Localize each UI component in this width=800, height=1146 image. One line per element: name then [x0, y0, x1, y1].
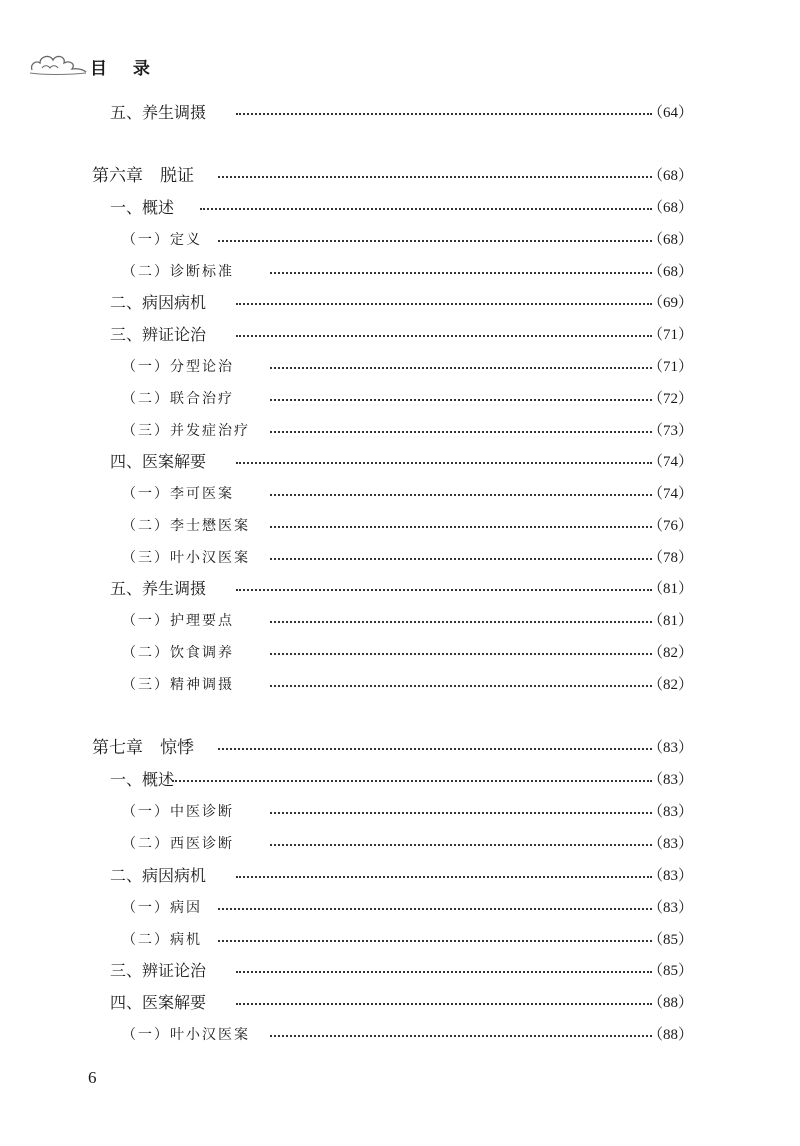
- toc-entry: [0, 450, 800, 474]
- toc-entry-title: （一）分型论治: [122, 359, 234, 375]
- dot-leader: [270, 812, 652, 814]
- toc-entry-page: （68）: [647, 168, 693, 184]
- dot-leader: [218, 240, 652, 242]
- toc-chapter-entry: [0, 164, 800, 188]
- toc-entry-title: 五、养生调摄: [110, 103, 207, 122]
- toc-entry: [0, 959, 800, 983]
- dot-leader: [270, 272, 652, 274]
- toc-entry-title: 四、医案解要: [110, 452, 207, 471]
- toc-entry-page: （88）: [647, 995, 693, 1011]
- toc-entry-title: （一）病因: [122, 900, 202, 916]
- toc-entry: [0, 228, 800, 252]
- toc-entry-page: （83）: [647, 772, 693, 788]
- toc-entry: [0, 768, 800, 792]
- toc-entry-title: （一）李可医案: [122, 486, 234, 502]
- dot-leader: [270, 685, 652, 687]
- toc-entry-title: （三）并发症治疗: [122, 423, 250, 439]
- toc-entry: [0, 355, 800, 379]
- toc-entry-page: （85）: [647, 963, 693, 979]
- toc-entry: [0, 323, 800, 347]
- toc-entry-page: （69）: [647, 295, 693, 311]
- toc-entry: [0, 387, 800, 411]
- toc-entry: [0, 928, 800, 952]
- dot-leader: [270, 431, 652, 433]
- toc-entry: [0, 641, 800, 665]
- dot-leader: [270, 494, 652, 496]
- dot-leader: [270, 621, 652, 623]
- dot-leader: [270, 526, 652, 528]
- toc-entry: [0, 577, 800, 601]
- toc-entry-page: （68）: [647, 264, 693, 280]
- toc-entry-page: （83）: [647, 900, 693, 916]
- dot-leader: [236, 113, 652, 115]
- toc-entry-title: 一、概述: [110, 198, 175, 217]
- toc-entry-page: （83）: [647, 868, 693, 884]
- toc-entry-page: （68）: [647, 200, 693, 216]
- dot-leader: [218, 176, 652, 178]
- dot-leader: [236, 971, 652, 973]
- toc-entry: [0, 832, 800, 856]
- dot-leader: [270, 844, 652, 846]
- toc-entry-page: （74）: [647, 454, 693, 470]
- toc-entry-title: （一）中医诊断: [122, 804, 234, 820]
- toc-entry-page: （72）: [647, 391, 693, 407]
- toc-entry: [0, 864, 800, 888]
- toc-entry-title: （二）李士懋医案: [122, 518, 250, 534]
- toc-entry: [0, 1023, 800, 1047]
- dot-leader: [270, 653, 652, 655]
- dot-leader: [270, 558, 652, 560]
- toc-entry: [0, 673, 800, 697]
- toc-entry-title: 三、辨证论治: [110, 961, 207, 980]
- dot-leader: [270, 367, 652, 369]
- toc-entry-title: 一、概述: [110, 770, 175, 789]
- toc-entry: [0, 609, 800, 633]
- toc-entry-title: 五、养生调摄: [110, 579, 207, 598]
- toc-entry: [0, 482, 800, 506]
- toc-entry-title: 第六章 脱证: [92, 166, 194, 186]
- toc-entry: [0, 419, 800, 443]
- toc-entry: [0, 800, 800, 824]
- toc-entry-page: （81）: [647, 613, 693, 629]
- toc-entry: [0, 896, 800, 920]
- toc-entry: [0, 196, 800, 220]
- dot-leader: [200, 208, 652, 210]
- dot-leader: [236, 335, 652, 337]
- toc-entry-page: （81）: [647, 581, 693, 597]
- toc-entry-page: （68）: [647, 232, 693, 248]
- dot-leader: [218, 940, 652, 942]
- toc-entry-title: （二）诊断标准: [122, 264, 234, 280]
- toc-entry-title: （三）精神调摄: [122, 677, 234, 693]
- toc-entry-page: （83）: [647, 836, 693, 852]
- section-title: 目 录: [90, 59, 160, 79]
- toc-entry-title: （二）病机: [122, 932, 202, 948]
- toc-entry-page: （71）: [647, 359, 693, 375]
- dot-leader: [236, 876, 652, 878]
- dot-leader: [270, 399, 652, 401]
- toc-entry-title: 二、病因病机: [110, 293, 207, 312]
- toc-entry-title: （一）叶小汉医案: [122, 1027, 250, 1043]
- toc-entry-page: （82）: [647, 645, 693, 661]
- dot-leader: [236, 589, 652, 591]
- dot-leader: [236, 462, 652, 464]
- toc-entry-title: 第七章 惊悸: [92, 738, 194, 758]
- toc-entry-page: （71）: [647, 327, 693, 343]
- toc-entry-page: （76）: [647, 518, 693, 534]
- toc-entry-title: （二）联合治疗: [122, 391, 234, 407]
- toc-entry-page: （88）: [647, 1027, 693, 1043]
- toc-entry-page: （73）: [647, 423, 693, 439]
- toc-entry-title: （三）叶小汉医案: [122, 550, 250, 566]
- toc-entry: [0, 991, 800, 1015]
- toc-chapter-entry: [0, 736, 800, 760]
- toc-entry-page: （82）: [647, 677, 693, 693]
- toc-entry-page: （83）: [647, 740, 693, 756]
- toc-entry-title: （二）饮食调养: [122, 645, 234, 661]
- dot-leader: [218, 908, 652, 910]
- toc-entry: [0, 291, 800, 315]
- dot-leader: [172, 780, 652, 782]
- toc-entry-page: （74）: [647, 486, 693, 502]
- toc-entry: [0, 260, 800, 284]
- toc-entry: [0, 101, 800, 125]
- dot-leader: [236, 303, 652, 305]
- toc-entry: [0, 514, 800, 538]
- dot-leader: [236, 1003, 652, 1005]
- toc-entry-title: 三、辨证论治: [110, 325, 207, 344]
- toc-entry-page: （85）: [647, 932, 693, 948]
- toc-entry-title: 四、医案解要: [110, 993, 207, 1012]
- toc-entry-page: （64）: [647, 105, 693, 121]
- toc-entry-title: （一）定义: [122, 232, 202, 248]
- toc-entry-title: 二、病因病机: [110, 866, 207, 885]
- toc-entry-page: （83）: [647, 804, 693, 820]
- toc-entry-title: （二）西医诊断: [122, 836, 234, 852]
- dot-leader: [218, 748, 652, 750]
- toc-entry-title: （一）护理要点: [122, 613, 234, 629]
- toc-entry: [0, 546, 800, 570]
- page-number: 6: [88, 1068, 97, 1087]
- dot-leader: [270, 1035, 652, 1037]
- toc-entry-page: （78）: [647, 550, 693, 566]
